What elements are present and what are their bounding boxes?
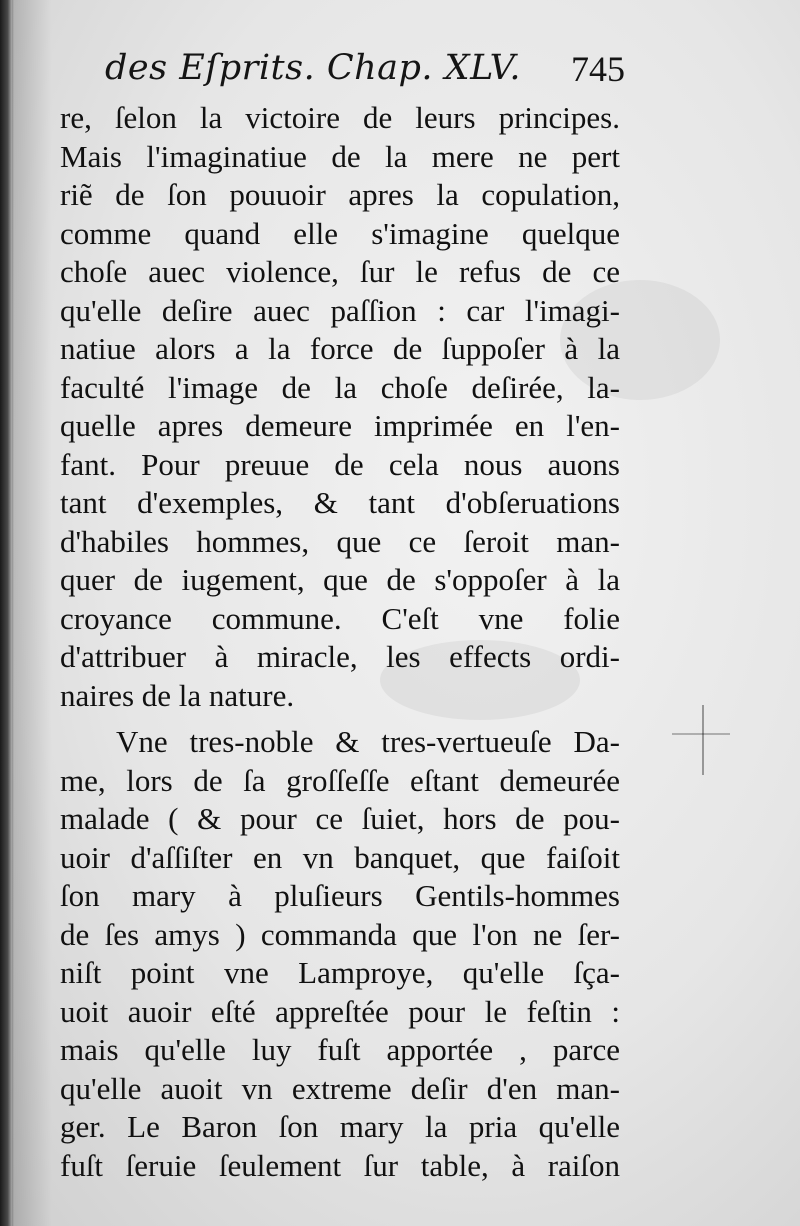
text-line: me, lors de ſa groſſeſſe eſtant demeurée [60, 762, 620, 798]
text-line: d'attribuer à miracle, les effects ordi- [60, 639, 620, 674]
paragraph-first-line: Vne tres-noble & tres-vertueuſe Da- [116, 724, 620, 759]
text-line: niſt point vne Lamproye, qu'elle ſça- [60, 955, 620, 990]
page-number: 745 [571, 49, 625, 89]
text-line: choſe auec violence, ſur le refus de ce [60, 254, 620, 289]
text-line: quelle apres demeure imprimée en l'en- [60, 408, 620, 443]
text-line: naires de la nature. [60, 677, 295, 713]
text-line: fant. Pour preuue de cela nous auons [60, 446, 620, 482]
gutter-shadow [12, 0, 52, 1226]
text-line: Mais l'imaginatiue de la mere ne pert [60, 138, 620, 174]
text-line: fuſt ſeruie ſeulement ſur table, à raiſon [60, 1147, 620, 1183]
text-line: mais qu'elle luy fuſt apportée , parce [60, 1032, 620, 1067]
text-line: d'habiles hommes, que ce ſeroit man- [60, 523, 620, 559]
text-line: re, ſelon la victoire de leurs principes. [60, 100, 620, 135]
text-line: uoit auoir eſté appreſtée pour le feſtin : [60, 993, 620, 1029]
text-line: quer de iugement, que de s'oppoſer à la [60, 562, 620, 597]
text-line: croyance commune. C'eſt vne folie [60, 600, 620, 636]
text-line: qu'elle deſire auec paſſion : car l'imagi- [60, 292, 620, 328]
text-line: malade ( & pour ce ſuiet, hors de pou- [60, 801, 620, 836]
text-line: ger. Le Baron ſon mary la pria qu'elle [60, 1109, 620, 1144]
text-line: de ſes amys ) commanda que l'on ne ſer- [60, 916, 620, 952]
text-line: riẽ de ſon pouuoir apres la copulation, [60, 177, 620, 212]
text-line: natiue alors a la force de ſuppoſer à la [60, 331, 620, 366]
text-line: uoir d'aſſiſter en vn banquet, que faiſoit [60, 839, 620, 875]
text-line: ſon mary à pluſieurs Gentils-hommes [60, 878, 620, 913]
text-line: comme quand elle s'imagine quelque [60, 215, 620, 251]
text-line: faculté l'image de la choſe deſirée, la- [60, 369, 620, 405]
margin-mark [702, 705, 704, 775]
running-title: des Eſprits. Chap. XLV. [105, 48, 521, 88]
text-line: tant d'exemples, & tant d'obſeruations [60, 485, 620, 520]
margin-mark [672, 733, 730, 735]
text-line: qu'elle auoit vn extreme deſir d'en man- [60, 1070, 620, 1106]
